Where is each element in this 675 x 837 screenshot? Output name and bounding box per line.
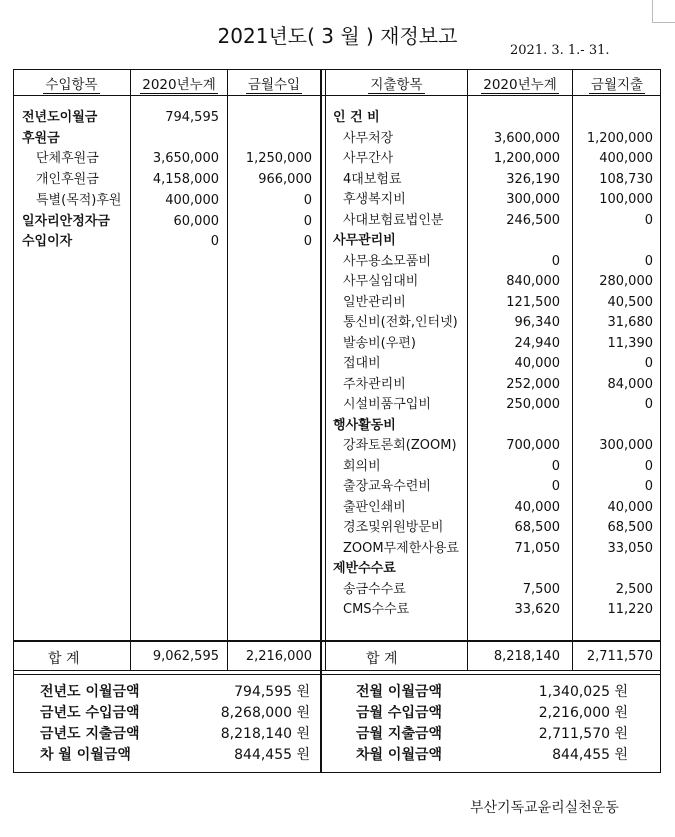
income-item-cumulative: 4,158,000 bbox=[152, 172, 219, 188]
expense-item-cumulative: 3,600,000 bbox=[493, 130, 560, 146]
expense-item-cumulative bbox=[468, 231, 560, 251]
expense-item-cumulative: 33,620 bbox=[514, 602, 560, 617]
summary-left-label: 금년도 지출금액 bbox=[40, 726, 140, 742]
income-item-cumulative: 0 bbox=[210, 234, 219, 250]
income-item-month: 1,250,000 bbox=[245, 151, 312, 167]
expense-item-label: 후생복지비 bbox=[343, 192, 406, 207]
expense-item-cumulative bbox=[468, 416, 560, 436]
expense-item-label: 송금수수료 bbox=[343, 581, 406, 597]
expense-item-label: 사무간사 bbox=[343, 151, 394, 166]
expense-item-cumulative: 1,200,000 bbox=[493, 151, 560, 166]
summary-right-label: 전월 이월금액 bbox=[356, 684, 443, 700]
expense-item-label: 행사활동비 bbox=[333, 417, 396, 433]
summary-left-value: 794,595 원 bbox=[234, 684, 310, 700]
expense-total-cumulative: 8,218,140 bbox=[493, 649, 560, 664]
summary-right-label: 금월 수입금액 bbox=[356, 705, 443, 721]
expense-item-label: CMS수수료 bbox=[343, 602, 410, 617]
expense-item-month: 1,200,000 bbox=[586, 130, 653, 146]
expense-item-label: 시설비품구입비 bbox=[343, 397, 431, 412]
expense-item-month: 40,000 bbox=[607, 499, 653, 515]
expense-item-cumulative: 246,500 bbox=[506, 212, 560, 228]
summary-left-value: 844,455 원 bbox=[234, 747, 310, 763]
income-item-cumulative: 3,650,000 bbox=[152, 151, 219, 167]
totals-bottom-line-2 bbox=[13, 674, 661, 675]
summary-left-label: 차 월 이월금액 bbox=[40, 747, 131, 763]
expense-item-label: 접대비 bbox=[343, 356, 381, 371]
income-item-cumulative: 60,000 bbox=[173, 213, 219, 229]
expense-item-month: 0 bbox=[644, 356, 653, 371]
expense-item-cumulative bbox=[468, 559, 560, 579]
expense-item-month: 68,500 bbox=[607, 520, 653, 535]
expense-item-cumulative: 700,000 bbox=[506, 438, 560, 453]
summary-left-value: 8,218,140 원 bbox=[220, 726, 310, 742]
summary-left-value: 8,268,000 원 bbox=[220, 705, 310, 721]
expense-item-cumulative: 0 bbox=[551, 479, 560, 494]
summary-right-value: 2,216,000 원 bbox=[538, 705, 628, 721]
income-header-month: 금월수입 bbox=[228, 73, 320, 94]
expense-item-label: 4대보험료 bbox=[343, 171, 402, 187]
expense-item-cumulative: 7,500 bbox=[522, 581, 560, 597]
expense-item-label: 사무실임대비 bbox=[343, 274, 419, 289]
expense-item-cumulative: 252,000 bbox=[506, 376, 560, 392]
expense-item-month: 0 bbox=[644, 212, 653, 228]
expense-item-label: 출판인쇄비 bbox=[343, 499, 406, 515]
expense-item-cumulative: 250,000 bbox=[506, 397, 560, 412]
expense-header-month: 금월지출 bbox=[573, 73, 661, 94]
expense-item-month: 108,730 bbox=[599, 171, 653, 187]
header-divider bbox=[13, 95, 661, 96]
income-item-label: 개인후원금 bbox=[36, 172, 99, 188]
expense-total-month: 2,711,570 bbox=[586, 649, 653, 664]
income-item-cumulative bbox=[131, 129, 219, 149]
income-item-month: 0 bbox=[303, 234, 312, 250]
expense-item-label: 사무용소모품비 bbox=[343, 253, 431, 269]
expense-item-month: 11,390 bbox=[607, 335, 653, 351]
expense-item-cumulative: 300,000 bbox=[506, 192, 560, 207]
expense-item-label: 사무처장 bbox=[343, 130, 394, 146]
organization-name: 부산기독교윤리실천운동 bbox=[470, 800, 619, 816]
expense-item-cumulative: 0 bbox=[551, 458, 560, 474]
income-item-label: 단체후원금 bbox=[36, 151, 99, 167]
expense-item-label: ZOOM무제한사용료 bbox=[343, 540, 459, 556]
income-item-month: 966,000 bbox=[258, 172, 312, 188]
expense-item-cumulative: 71,050 bbox=[514, 540, 560, 556]
summary-right-label: 금월 지출금액 bbox=[356, 726, 443, 742]
expense-item-label: 출장교육수련비 bbox=[343, 479, 431, 494]
col-divider-center bbox=[320, 69, 322, 773]
expense-item-month bbox=[573, 416, 653, 436]
expense-header-cumulative: 2020년누계 bbox=[468, 73, 572, 94]
expense-item-cumulative: 40,000 bbox=[514, 499, 560, 515]
summary-right-label: 차월 이월금액 bbox=[356, 747, 443, 763]
expense-item-month: 0 bbox=[644, 458, 653, 474]
expense-item-cumulative: 68,500 bbox=[514, 520, 560, 535]
totals-top-line bbox=[13, 640, 661, 642]
income-total-month: 2,216,000 bbox=[245, 649, 312, 664]
expense-header-item: 지출항목 bbox=[326, 73, 467, 94]
expense-item-label: 발송비(우편) bbox=[343, 335, 416, 351]
expense-item-month: 31,680 bbox=[607, 315, 653, 330]
income-item-month bbox=[228, 129, 312, 149]
expense-total-label: 합 계 bbox=[366, 651, 398, 667]
expense-item-month: 33,050 bbox=[607, 540, 653, 556]
income-header-item: 수입항목 bbox=[13, 73, 130, 94]
expense-item-cumulative: 326,190 bbox=[506, 171, 560, 187]
income-item-cumulative: 400,000 bbox=[165, 192, 219, 208]
income-item-cumulative: 794,595 bbox=[165, 110, 219, 125]
report-title: 2021년도( 3 월 ) 재정보고 bbox=[217, 24, 458, 48]
expense-item-month: 11,220 bbox=[607, 602, 653, 617]
expense-item-label: 회의비 bbox=[343, 458, 381, 474]
expense-item-cumulative: 24,940 bbox=[514, 335, 560, 351]
report-period: 2021. 3. 1.- 31. bbox=[510, 43, 610, 58]
expense-item-month: 280,000 bbox=[599, 274, 653, 289]
expense-item-month: 400,000 bbox=[599, 151, 653, 166]
summary-right-value: 1,340,025 원 bbox=[538, 684, 628, 700]
summary-right-value: 2,711,570 원 bbox=[538, 726, 628, 742]
expense-item-cumulative bbox=[468, 108, 560, 128]
income-total-cumulative: 9,062,595 bbox=[152, 649, 219, 664]
expense-item-label: 경조및위원방문비 bbox=[343, 520, 444, 535]
expense-item-month bbox=[573, 559, 653, 579]
expense-item-label: 사무관리비 bbox=[333, 233, 396, 248]
expense-item-label: 일반관리비 bbox=[343, 294, 406, 310]
income-item-month: 0 bbox=[303, 192, 312, 208]
expense-item-label: 인 건 비 bbox=[333, 110, 380, 125]
expense-item-month: 100,000 bbox=[599, 192, 653, 207]
expense-item-label: 주차관리비 bbox=[343, 376, 406, 392]
income-item-label: 일자리안정자금 bbox=[22, 213, 110, 229]
expense-item-cumulative: 0 bbox=[551, 253, 560, 269]
col-divider-center-2 bbox=[325, 69, 326, 670]
expense-item-month: 0 bbox=[644, 253, 653, 269]
expense-item-month bbox=[573, 231, 653, 251]
income-item-label: 후원금 bbox=[22, 130, 60, 146]
totals-bottom-line-1 bbox=[13, 670, 661, 671]
expense-item-cumulative: 96,340 bbox=[514, 315, 560, 330]
expense-item-month: 0 bbox=[644, 397, 653, 412]
income-total-label: 합 계 bbox=[48, 651, 80, 667]
income-item-month: 0 bbox=[303, 213, 312, 229]
expense-item-month: 84,000 bbox=[607, 376, 653, 392]
expense-item-month: 0 bbox=[644, 479, 653, 494]
expense-item-month: 2,500 bbox=[615, 581, 653, 597]
expense-item-cumulative: 121,500 bbox=[506, 294, 560, 310]
expense-item-month: 40,500 bbox=[607, 294, 653, 310]
summary-left-label: 금년도 수입금액 bbox=[40, 705, 140, 721]
expense-item-label: 사대보험료법인분 bbox=[343, 212, 444, 228]
expense-item-label: 강좌토론회(ZOOM) bbox=[343, 438, 457, 453]
summary-left-label: 전년도 이월금액 bbox=[40, 684, 140, 700]
income-item-label: 특별(목적)후원 bbox=[36, 192, 122, 208]
expense-item-label: 제반수수료 bbox=[333, 561, 396, 576]
expense-item-cumulative: 40,000 bbox=[514, 356, 560, 371]
expense-item-label: 통신비(전화,인터넷) bbox=[343, 315, 458, 330]
expense-item-month: 300,000 bbox=[599, 438, 653, 453]
expense-item-month bbox=[573, 108, 653, 128]
expense-item-cumulative: 840,000 bbox=[506, 274, 560, 289]
income-item-label: 전년도이월금 bbox=[22, 110, 98, 125]
income-header-cumulative: 2020년누계 bbox=[131, 73, 227, 94]
income-item-label: 수입이자 bbox=[22, 234, 73, 250]
income-item-month bbox=[228, 108, 312, 128]
summary-right-value: 844,455 원 bbox=[552, 747, 628, 763]
